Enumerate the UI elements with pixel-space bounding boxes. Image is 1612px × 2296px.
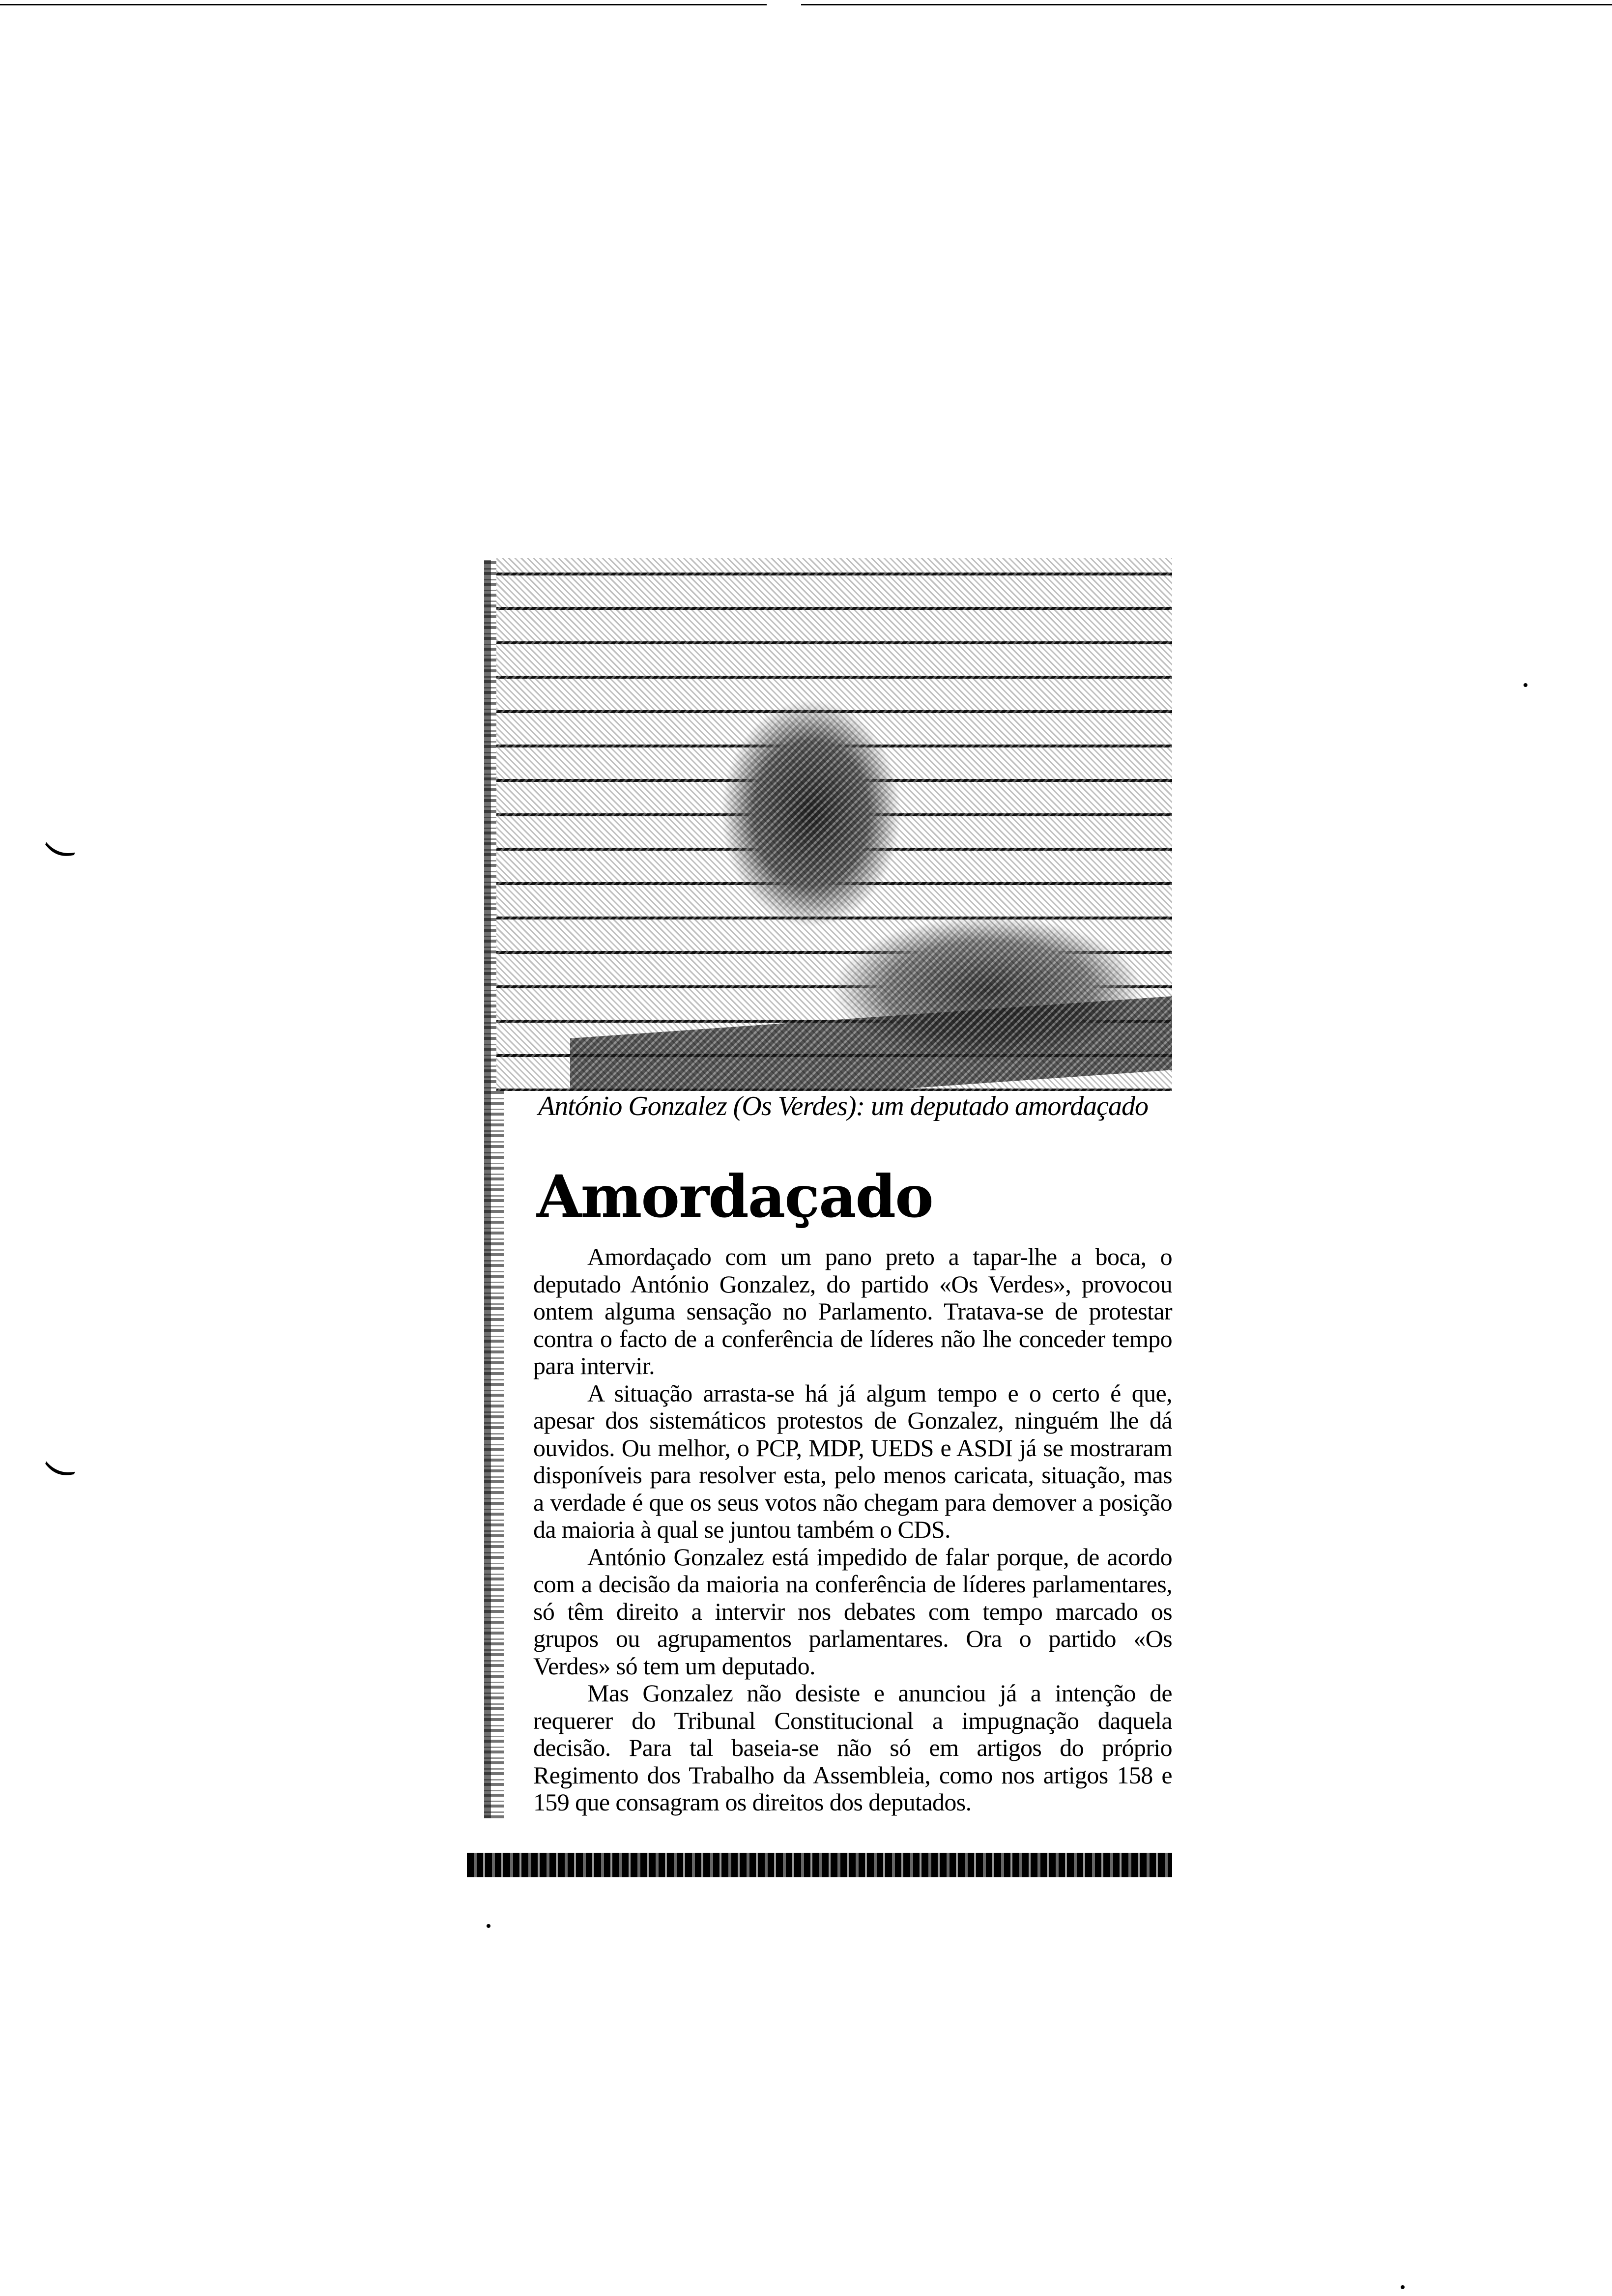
speck: [487, 1924, 490, 1928]
punch-hole-mark-top: (: [37, 837, 80, 864]
speck: [1401, 2285, 1405, 2289]
article-paragraph: Amordaçado com um pano preto a tapar-lhe a boca, o deputado António Gonzalez, do partido «Os Verdes», provocou ontem alguma sensação no Parlamento. Tratava-se de protestar contra o facto de a conferência de líderes não lhe conceder tempo para intervir.: [533, 1243, 1172, 1379]
photo-halftone: [496, 558, 1172, 1091]
scan-edge-line-right: [801, 4, 1612, 5]
speck: [1524, 683, 1527, 687]
article-photo: [496, 558, 1172, 1091]
article-headline: Amordaçado: [537, 1162, 933, 1231]
article-paragraph: Mas Gonzalez não desiste e anunciou já a intenção de requerer do Tribunal Constitucional a impugnação daquela decisão. Para tal baseia-se não só em artigos do próprio Regimento dos Trabalho da Assembleia, como nos artigos 158 e 159 que consagram os direitos dos deputados.: [533, 1679, 1172, 1816]
article-paragraph: António Gonzalez está impedido de falar porque, de acordo com a decisão da maioria na conferência de líderes parlamentares, só têm direito a intervir nos debates com tempo marcado os grupos ou agrupamentos parlamentares. Ora o partido «Os Verdes» só tem um deputado.: [533, 1543, 1172, 1680]
punch-hole-mark-bottom: (: [37, 1457, 80, 1483]
article-paragraph: A situação arrasta-se há já algum tempo e o certo é que, apesar dos sistemáticos protestos de Gonzalez, ninguém lhe dá ouvidos. Ou melhor, o PCP, MDP, UEDS e ASDI já se mostraram disponíveis para resolver esta, pelo menos caricata, situação, mas a verdade é que os seus votos não chegam para demover a posição da maioria à qual se juntou também o CDS.: [533, 1379, 1172, 1543]
photo-caption: António Gonzalez (Os Verdes): um deputado amordaçado: [538, 1091, 1149, 1121]
scan-edge-line-left: [0, 4, 767, 5]
article-body: [533, 1243, 1172, 1816]
clipping-left-edge-shadow: [484, 560, 491, 1818]
clipping-bottom-rule: [467, 1853, 1172, 1877]
